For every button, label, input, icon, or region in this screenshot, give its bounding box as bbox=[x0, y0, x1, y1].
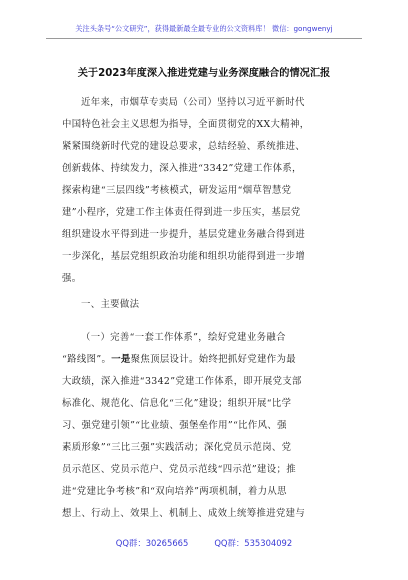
paragraph-line: 标准化、规范化、信息化“三化”建设；组织开展“比学 bbox=[62, 398, 292, 409]
paragraph-line: 素质形象”“三比三强”实践活动；深化党员示范岗、党 bbox=[62, 442, 292, 453]
paragraph-line: 近年来，市烟草专卖局（公司）坚持以习近平新时代 bbox=[81, 97, 305, 108]
subsection-heading-tail: “路线图”。 bbox=[62, 354, 112, 365]
paragraph-line: 想上、行动上、效果上、机制上、成效上统筹推进党建与 bbox=[62, 508, 306, 519]
paragraph-line: 建”小程序，党建工作主体责任得到进一步压实，基层党 bbox=[62, 207, 301, 218]
paragraph-line: 进“党建比争考核”和“双向培养”两项机制，着力从思 bbox=[62, 486, 287, 497]
paragraph-line: 紧紧围绕新时代党的建设总要求，总结经验、系统推进、 bbox=[62, 141, 306, 152]
paragraph-line: 员示范区、党员示范户、党员示范线“四示范”建设；推 bbox=[62, 464, 296, 475]
paragraph-line: 习、强党建引领”“比业绩、强堡垒作用”“比作风、强 bbox=[62, 420, 287, 431]
header-divider bbox=[46, 38, 362, 39]
paragraph-line: 组织建设水平得到进一步提升，基层党建业务融合得到进 bbox=[62, 229, 306, 240]
paragraph-line: 探索构建“三层四线”考核模式，研发运用“烟草智慧党 bbox=[62, 185, 292, 196]
paragraph-line bbox=[62, 349, 345, 371]
section-heading: 一、主要做法 bbox=[81, 299, 140, 310]
document-title: 关于2023年度深入推进党建与业务深度融合的情况汇报 bbox=[77, 68, 331, 79]
paragraph-line: 一步深化，基层党组织政治功能和组织功能得到进一步增 bbox=[62, 251, 306, 262]
subsection-heading-line: （一）完善“一套工作体系”，绘好党建业务融合 bbox=[81, 332, 286, 343]
header-banner: 关注头条号“公文研究”，获得最新最全最专业的公文资料库！ 微信：gongwenyj bbox=[75, 24, 333, 33]
footer-contact bbox=[0, 537, 408, 549]
subsection-paragraph bbox=[62, 327, 345, 525]
paragraph-line: 创新载体、持续发力，深入推进“3342”党建工作体系， bbox=[62, 163, 302, 174]
intro-paragraph bbox=[62, 92, 345, 290]
paragraph-line: 大政绩，深入推进“3342”党建工作体系，即开展党支部 bbox=[62, 376, 302, 387]
point-text: 聚焦顶层设计。始终把抓好党建作为最 bbox=[130, 354, 296, 365]
footer-qq-group-2: QQ群：535304092 bbox=[214, 538, 293, 548]
point-label: 一是 bbox=[111, 354, 131, 365]
paragraph-line: 强。 bbox=[62, 273, 82, 284]
footer-qq-group-1: QQ群：30265665 bbox=[115, 538, 189, 548]
paragraph-line: 中国特色社会主义思想为指导，全面贯彻党的XX大精神， bbox=[62, 119, 310, 130]
